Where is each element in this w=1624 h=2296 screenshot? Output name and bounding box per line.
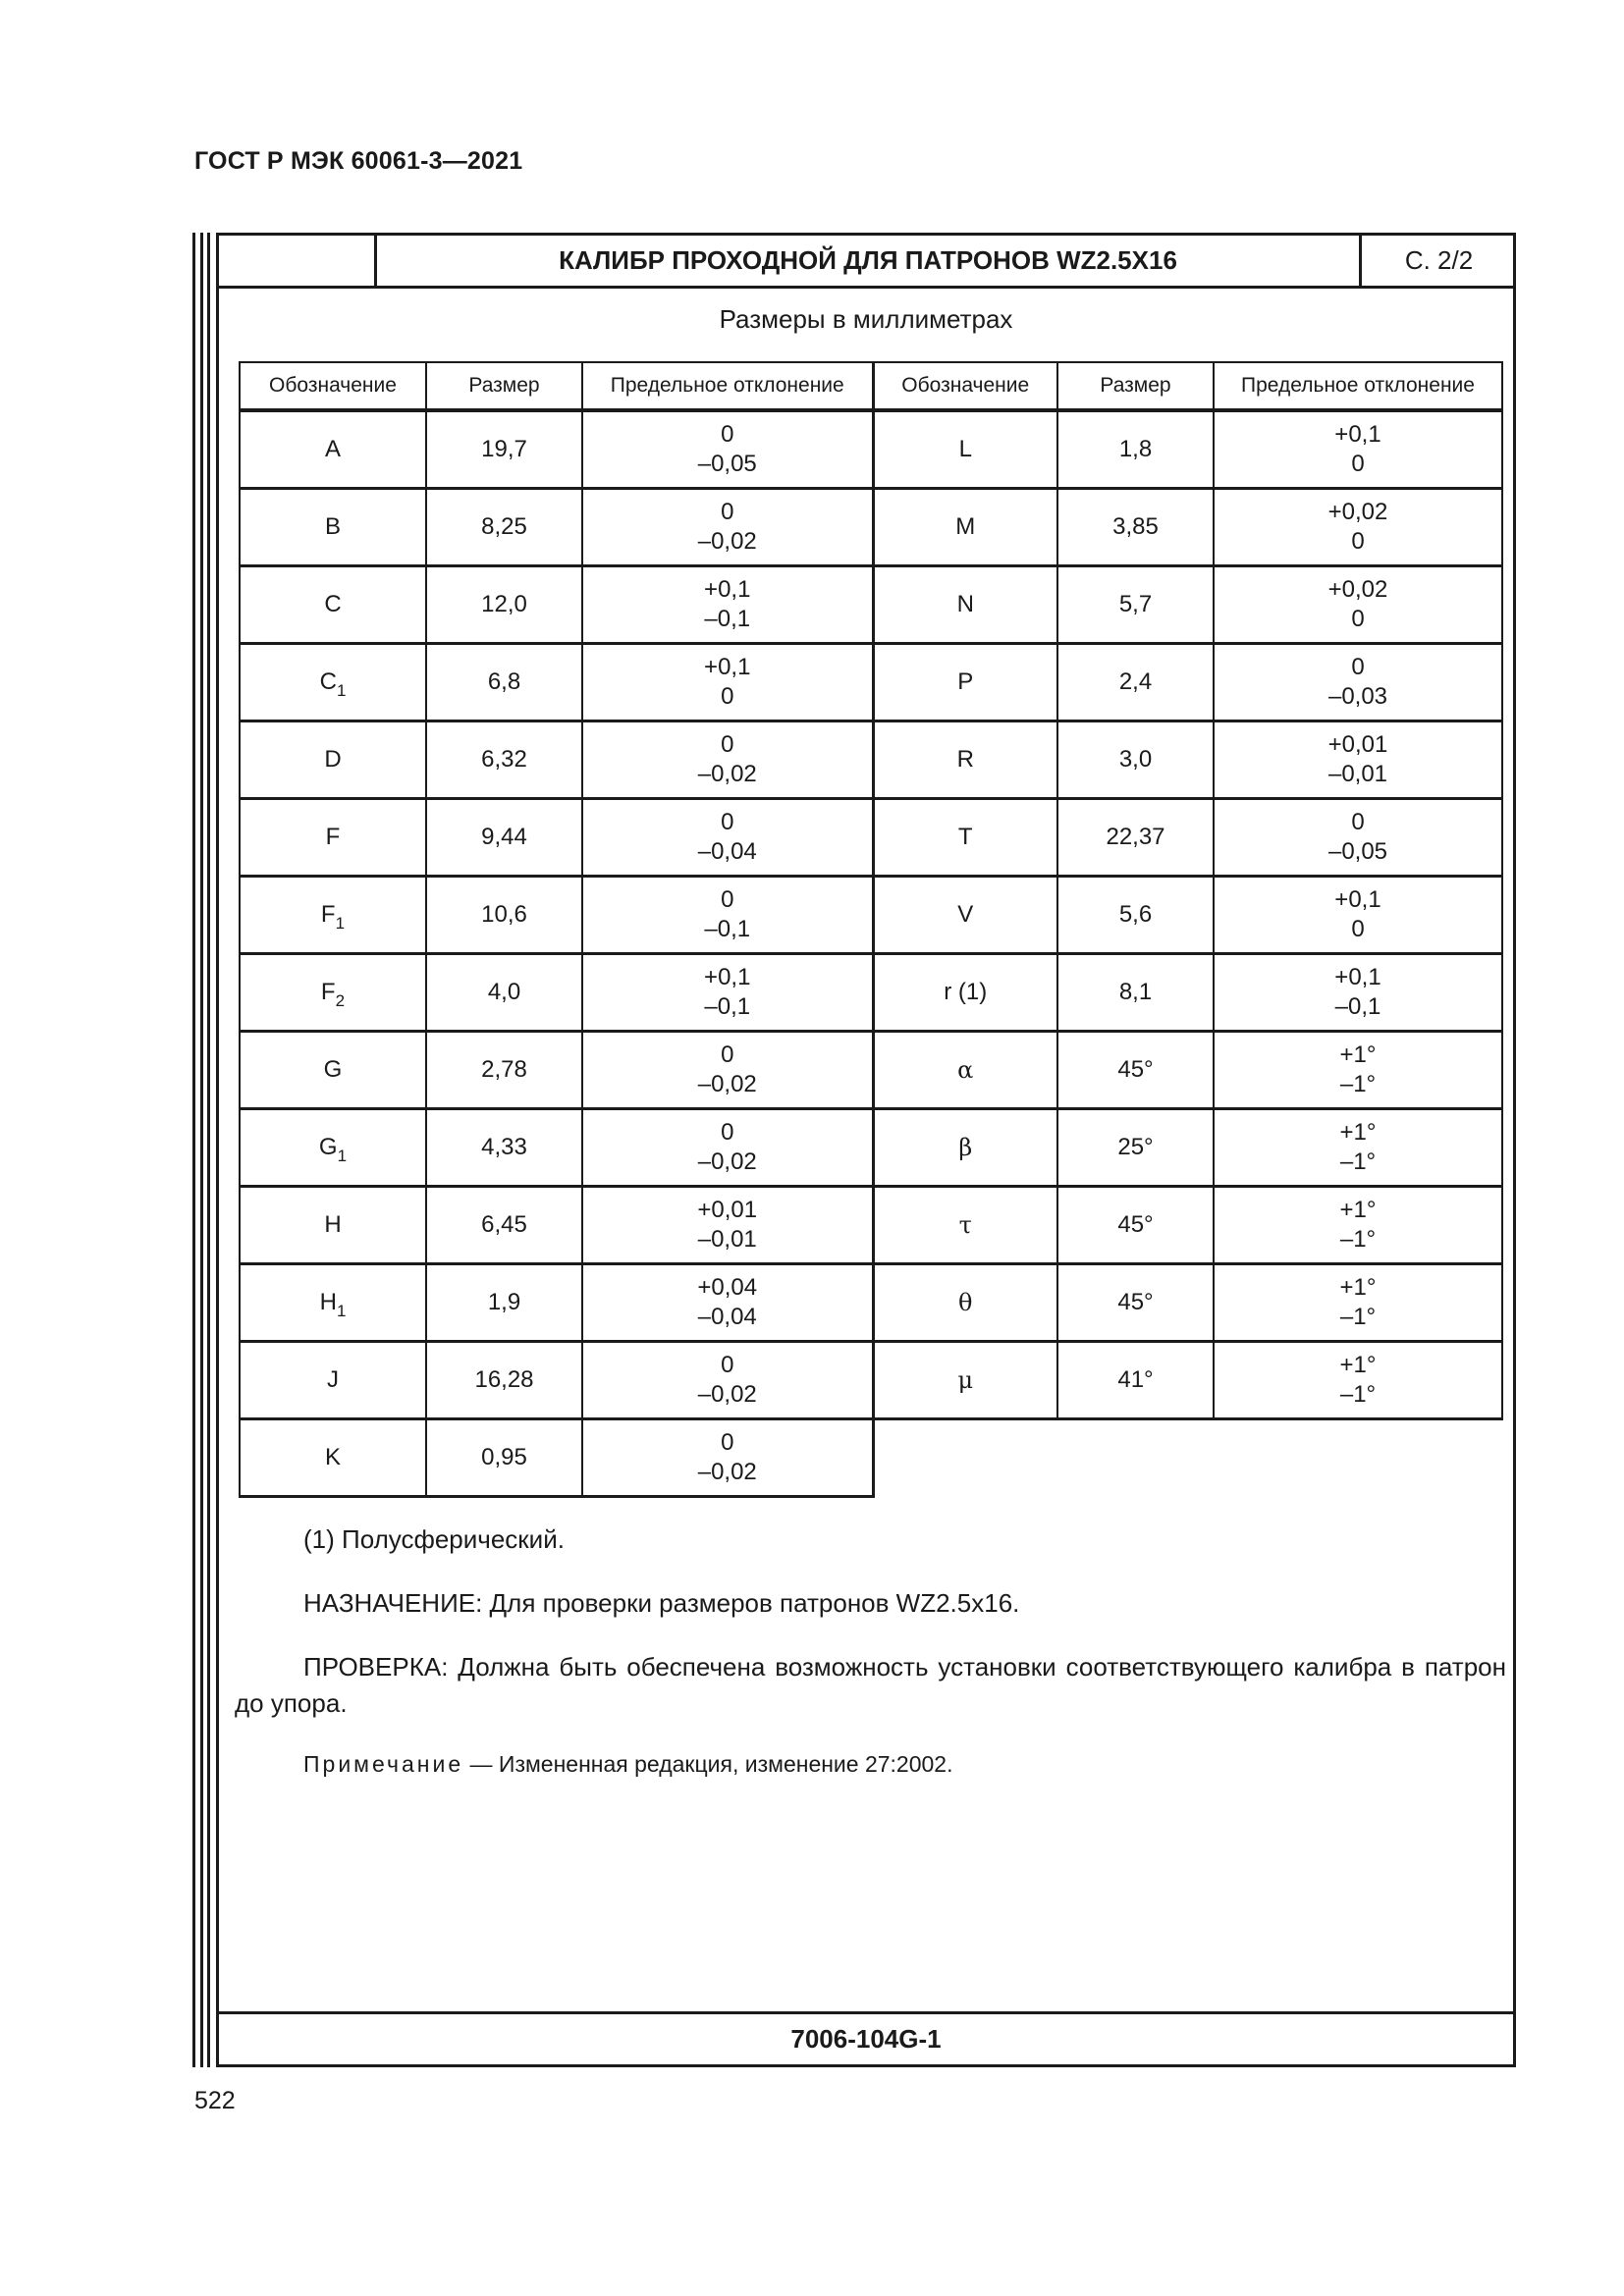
size-cell xyxy=(426,1342,582,1419)
size-value: 6,8 xyxy=(487,668,521,695)
designation-symbol: V xyxy=(957,901,974,928)
lower-deviation: 0 xyxy=(721,683,734,710)
upper-deviation: +0,1 xyxy=(704,964,751,990)
size-cell xyxy=(426,877,582,954)
size-value: 45° xyxy=(1117,1289,1154,1315)
sheet-title: КАЛИБР ПРОХОДНОЙ ДЛЯ ПАТРОНОВ WZ2.5X16 xyxy=(559,245,1177,275)
lower-deviation: –0,02 xyxy=(697,1071,757,1097)
designation-symbol: F xyxy=(325,824,341,850)
sheet-code: 7006-104G-1 xyxy=(790,2024,942,2054)
size-value: 22,37 xyxy=(1106,824,1165,850)
remark-paragraph xyxy=(235,1746,1506,1783)
table-row xyxy=(240,721,1502,799)
upper-deviation: 0 xyxy=(721,886,734,913)
designation-symbol: β xyxy=(958,1133,973,1161)
designation-cell xyxy=(873,1032,1057,1109)
lower-deviation: –0,03 xyxy=(1327,683,1388,710)
tolerance-cell xyxy=(582,644,873,721)
column-header: Размер xyxy=(426,362,582,410)
tolerance-cell xyxy=(582,566,873,644)
remark-text: — Измененная редакция, изменение 27:2002. xyxy=(463,1751,953,1777)
footnote xyxy=(235,1522,1506,1558)
designation-symbol: R xyxy=(956,746,974,773)
tolerance-cell xyxy=(1214,489,1502,566)
tolerance-cell xyxy=(1214,644,1502,721)
size-value: 10,6 xyxy=(481,901,527,928)
upper-deviation: +0,1 xyxy=(1334,886,1381,913)
designation-symbol: r (1) xyxy=(944,979,988,1005)
size-value: 1,9 xyxy=(487,1289,521,1315)
lower-deviation: –0,1 xyxy=(704,606,751,632)
size-cell xyxy=(426,954,582,1032)
designation-cell xyxy=(873,877,1057,954)
designation-symbol: J xyxy=(327,1366,339,1393)
size-value: 6,32 xyxy=(481,746,527,773)
dimensions-table xyxy=(239,361,1503,1498)
size-value: 45° xyxy=(1117,1056,1154,1083)
lower-deviation: –0,01 xyxy=(697,1226,757,1253)
upper-deviation: 0 xyxy=(1351,654,1365,680)
size-value: 12,0 xyxy=(481,591,527,617)
table-row xyxy=(240,1419,1502,1497)
footnote-text: (1) Полусферический. xyxy=(303,1524,565,1554)
size-value: 8,1 xyxy=(1118,979,1153,1005)
page-number: 522 xyxy=(194,2087,236,2114)
designation-subscript: 1 xyxy=(336,681,347,700)
size-cell xyxy=(426,1264,582,1342)
designation-symbol: B xyxy=(324,513,341,540)
upper-deviation: 0 xyxy=(721,809,734,835)
designation-symbol: τ xyxy=(958,1210,972,1239)
upper-deviation: 0 xyxy=(721,1119,734,1146)
designation-cell xyxy=(240,644,426,721)
binding-rule xyxy=(207,233,210,2067)
designation-symbol: H xyxy=(319,1289,337,1315)
lower-deviation: –0,02 xyxy=(697,528,757,555)
table-row xyxy=(240,877,1502,954)
tolerance-cell xyxy=(1214,1342,1502,1419)
sheet-footer-row xyxy=(219,2011,1513,2064)
table-row xyxy=(240,1109,1502,1187)
size-value: 25° xyxy=(1117,1134,1154,1160)
size-cell xyxy=(1057,489,1214,566)
designation-symbol: C xyxy=(319,668,337,695)
size-cell xyxy=(426,1109,582,1187)
sheet-frame xyxy=(216,233,1516,2067)
designation-symbol: H xyxy=(324,1211,342,1238)
size-cell xyxy=(1057,1264,1214,1342)
lower-deviation: –1° xyxy=(1339,1381,1377,1408)
check-paragraph xyxy=(235,1649,1506,1722)
upper-deviation: +0,01 xyxy=(1327,731,1388,758)
tolerance-cell xyxy=(582,1419,873,1497)
designation-cell xyxy=(240,410,426,489)
tolerance-cell xyxy=(582,877,873,954)
lower-deviation: –0,04 xyxy=(697,838,757,865)
lower-deviation: –0,05 xyxy=(1327,838,1388,865)
size-value: 4,0 xyxy=(487,979,521,1005)
lower-deviation: 0 xyxy=(1351,528,1365,555)
designation-symbol: C xyxy=(324,591,342,617)
upper-deviation: 0 xyxy=(721,421,734,448)
designation-cell xyxy=(873,1264,1057,1342)
tolerance-cell xyxy=(1214,1187,1502,1264)
designation-cell xyxy=(873,954,1057,1032)
upper-deviation: +0,02 xyxy=(1327,499,1388,525)
upper-deviation: +1° xyxy=(1339,1197,1377,1223)
tolerance-cell xyxy=(582,1264,873,1342)
column-header: Предельное отклонение xyxy=(582,362,873,410)
table-row xyxy=(240,1264,1502,1342)
upper-deviation: 0 xyxy=(721,1041,734,1068)
upper-deviation: +1° xyxy=(1339,1041,1377,1068)
upper-deviation: 0 xyxy=(721,1352,734,1378)
upper-deviation: 0 xyxy=(721,499,734,525)
size-value: 9,44 xyxy=(481,824,527,850)
lower-deviation: –0,02 xyxy=(697,1459,757,1485)
column-header: Размер xyxy=(1057,362,1214,410)
designation-symbol: M xyxy=(955,513,976,540)
designation-symbol: F xyxy=(320,979,336,1005)
designation-symbol: θ xyxy=(958,1288,973,1316)
size-cell xyxy=(1057,566,1214,644)
designation-cell xyxy=(240,1109,426,1187)
size-value: 3,85 xyxy=(1112,513,1159,540)
upper-deviation: 0 xyxy=(721,1429,734,1456)
lower-deviation: –0,01 xyxy=(1327,761,1388,787)
upper-deviation: +1° xyxy=(1339,1274,1377,1301)
lower-deviation: –0,02 xyxy=(697,761,757,787)
size-cell xyxy=(426,721,582,799)
size-cell xyxy=(1057,1109,1214,1187)
purpose-text: НАЗНАЧЕНИЕ: Для проверки размеров патронов WZ2.5x16. xyxy=(303,1588,1020,1618)
tolerance-cell xyxy=(1214,954,1502,1032)
size-cell xyxy=(426,644,582,721)
lower-deviation: –1° xyxy=(1339,1226,1377,1253)
designation-cell xyxy=(873,489,1057,566)
tolerance-cell xyxy=(582,954,873,1032)
size-cell xyxy=(1057,1187,1214,1264)
designation-cell xyxy=(240,1419,426,1497)
size-cell xyxy=(1057,1032,1214,1109)
lower-deviation: 0 xyxy=(1351,451,1365,477)
upper-deviation: 0 xyxy=(721,731,734,758)
lower-deviation: –0,02 xyxy=(697,1381,757,1408)
size-value: 45° xyxy=(1117,1211,1154,1238)
tolerance-cell xyxy=(1214,721,1502,799)
table-row xyxy=(240,1342,1502,1419)
table-header-row xyxy=(240,362,1502,410)
size-value: 4,33 xyxy=(481,1134,527,1160)
designation-cell xyxy=(873,1187,1057,1264)
size-cell xyxy=(1057,1342,1214,1419)
column-header: Обозначение xyxy=(240,362,426,410)
tolerance-cell xyxy=(1214,877,1502,954)
size-value: 3,0 xyxy=(1118,746,1153,773)
size-cell xyxy=(426,799,582,877)
designation-cell xyxy=(240,1187,426,1264)
designation-cell xyxy=(873,566,1057,644)
upper-deviation: +0,01 xyxy=(697,1197,758,1223)
size-value: 8,25 xyxy=(481,513,527,540)
binding-rule xyxy=(192,233,195,2067)
lower-deviation: 0 xyxy=(1351,916,1365,942)
designation-cell xyxy=(240,877,426,954)
designation-cell xyxy=(240,954,426,1032)
designation-subscript: 2 xyxy=(335,991,346,1010)
designation-symbol: α xyxy=(957,1055,974,1084)
table-row xyxy=(240,1032,1502,1109)
binding-rule xyxy=(200,233,203,2067)
tolerance-cell xyxy=(582,489,873,566)
designation-cell xyxy=(873,644,1057,721)
title-empty-cell xyxy=(219,236,377,286)
upper-deviation: +1° xyxy=(1339,1119,1377,1146)
table-row xyxy=(240,954,1502,1032)
size-cell xyxy=(1057,644,1214,721)
size-value: 2,4 xyxy=(1118,668,1153,695)
upper-deviation: +0,1 xyxy=(1334,421,1381,448)
upper-deviation: 0 xyxy=(1351,809,1365,835)
designation-symbol: G xyxy=(318,1134,338,1160)
designation-symbol: L xyxy=(958,436,972,462)
tolerance-cell xyxy=(582,1109,873,1187)
upper-deviation: +1° xyxy=(1339,1352,1377,1378)
tolerance-cell xyxy=(1214,566,1502,644)
designation-cell xyxy=(873,1342,1057,1419)
size-cell xyxy=(1057,799,1214,877)
upper-deviation: +0,04 xyxy=(697,1274,758,1301)
column-header: Обозначение xyxy=(873,362,1057,410)
table-row xyxy=(240,566,1502,644)
designation-symbol: P xyxy=(957,668,974,695)
upper-deviation: +0,1 xyxy=(704,576,751,603)
designation-cell xyxy=(240,799,426,877)
upper-deviation: +0,1 xyxy=(1334,964,1381,990)
designation-symbol: N xyxy=(956,591,974,617)
empty-cell xyxy=(873,1419,1502,1497)
sheet-title-row xyxy=(219,236,1513,289)
standard-designation: ГОСТ Р МЭК 60061-3—2021 xyxy=(194,147,523,175)
designation-symbol: A xyxy=(324,436,341,462)
lower-deviation: –0,05 xyxy=(697,451,757,477)
tolerance-cell xyxy=(582,721,873,799)
lower-deviation: –0,04 xyxy=(697,1304,757,1330)
table-row xyxy=(240,410,1502,489)
table-row xyxy=(240,489,1502,566)
table-row xyxy=(240,644,1502,721)
size-cell xyxy=(426,1419,582,1497)
tolerance-cell xyxy=(1214,799,1502,877)
designation-cell xyxy=(240,489,426,566)
size-cell xyxy=(426,489,582,566)
size-cell xyxy=(426,410,582,489)
designation-cell xyxy=(873,410,1057,489)
lower-deviation: –0,1 xyxy=(1334,993,1381,1020)
designation-cell xyxy=(240,1264,426,1342)
designation-cell xyxy=(240,566,426,644)
tolerance-cell xyxy=(582,410,873,489)
lower-deviation: –1° xyxy=(1339,1304,1377,1330)
designation-cell xyxy=(873,1109,1057,1187)
tolerance-cell xyxy=(1214,410,1502,489)
lower-deviation: –0,1 xyxy=(704,916,751,942)
size-cell xyxy=(1057,721,1214,799)
size-value: 16,28 xyxy=(474,1366,534,1393)
size-value: 2,78 xyxy=(481,1056,527,1083)
size-value: 5,6 xyxy=(1118,901,1153,928)
designation-cell xyxy=(873,721,1057,799)
designation-subscript: 1 xyxy=(336,1302,347,1320)
column-header: Предельное отклонение xyxy=(1214,362,1502,410)
size-cell xyxy=(426,566,582,644)
designation-symbol: D xyxy=(324,746,342,773)
designation-subscript: 1 xyxy=(335,914,346,933)
size-cell xyxy=(426,1032,582,1109)
size-cell xyxy=(1057,410,1214,489)
size-cell xyxy=(426,1187,582,1264)
designation-symbol: μ xyxy=(957,1365,974,1394)
sheet-page-indicator: С. 2/2 xyxy=(1359,236,1516,286)
designation-symbol: G xyxy=(323,1056,343,1083)
check-text: ПРОВЕРКА: Должна быть обеспечена возможность установки соответствующего калибра в патрон до упора. xyxy=(235,1652,1506,1718)
purpose-paragraph xyxy=(235,1585,1506,1622)
remark-label: Примечание xyxy=(303,1751,464,1777)
lower-deviation: –1° xyxy=(1339,1071,1377,1097)
upper-deviation: +0,1 xyxy=(704,654,751,680)
tolerance-cell xyxy=(582,1187,873,1264)
lower-deviation: –1° xyxy=(1339,1148,1377,1175)
tolerance-cell xyxy=(1214,1109,1502,1187)
tolerance-cell xyxy=(582,799,873,877)
designation-subscript: 1 xyxy=(337,1147,348,1165)
designation-symbol: K xyxy=(324,1444,341,1470)
lower-deviation: –0,1 xyxy=(704,993,751,1020)
tolerance-cell xyxy=(1214,1264,1502,1342)
size-value: 5,7 xyxy=(1118,591,1153,617)
units-caption: Размеры в миллиметрах xyxy=(719,304,1013,334)
size-value: 19,7 xyxy=(481,436,527,462)
size-value: 6,45 xyxy=(481,1211,527,1238)
size-cell xyxy=(1057,954,1214,1032)
tolerance-cell xyxy=(582,1032,873,1109)
size-value: 41° xyxy=(1117,1366,1154,1393)
designation-cell xyxy=(240,721,426,799)
lower-deviation: –0,02 xyxy=(697,1148,757,1175)
designation-cell xyxy=(240,1342,426,1419)
designation-symbol: F xyxy=(320,901,336,928)
size-value: 1,8 xyxy=(1118,436,1153,462)
tolerance-cell xyxy=(582,1342,873,1419)
designation-cell xyxy=(240,1032,426,1109)
lower-deviation: 0 xyxy=(1351,606,1365,632)
size-cell xyxy=(1057,877,1214,954)
table-row xyxy=(240,1187,1502,1264)
size-value: 0,95 xyxy=(481,1444,527,1470)
upper-deviation: +0,02 xyxy=(1327,576,1388,603)
designation-cell xyxy=(873,799,1057,877)
tolerance-cell xyxy=(1214,1032,1502,1109)
designation-symbol: T xyxy=(957,824,973,850)
table-row xyxy=(240,799,1502,877)
